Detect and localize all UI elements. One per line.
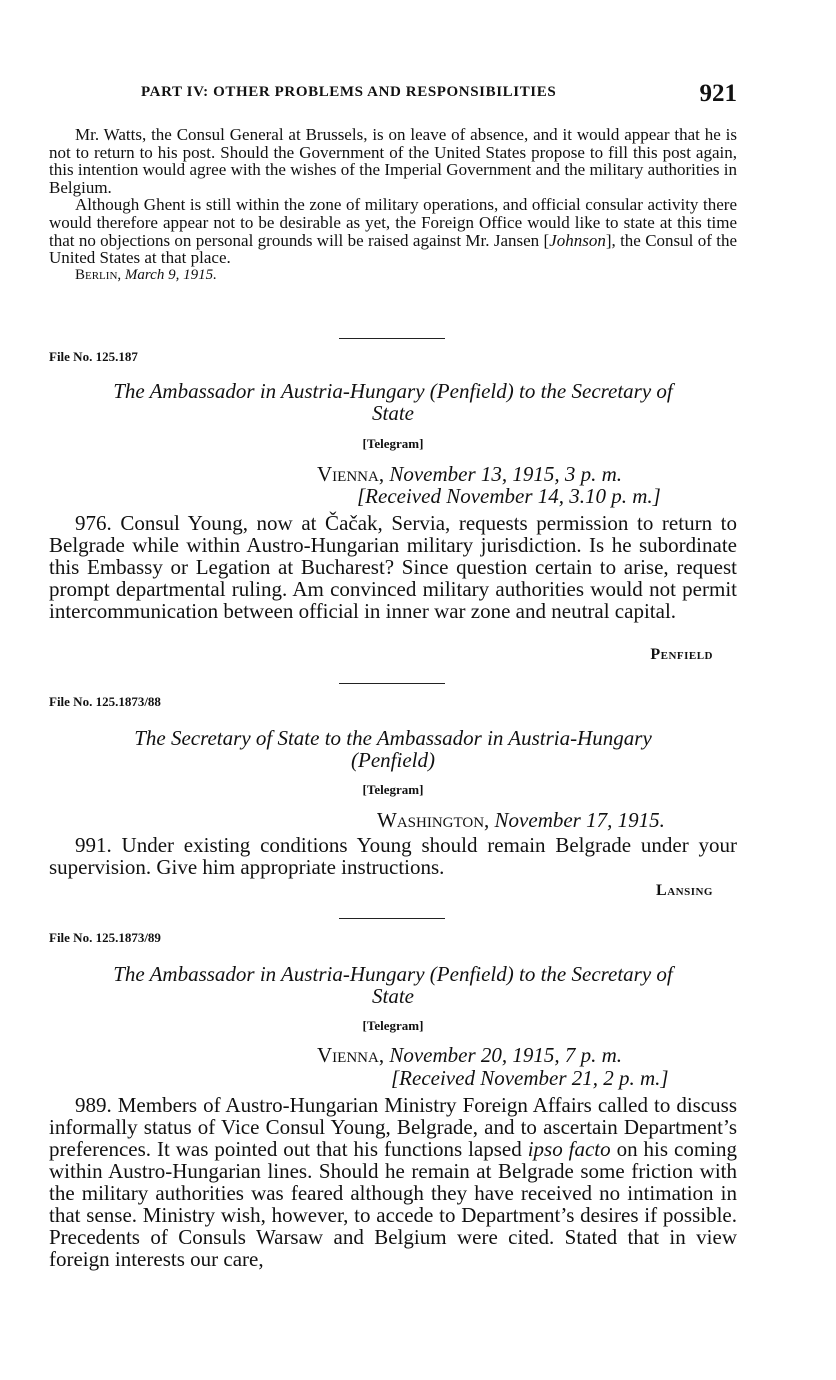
telegram-label: [Telegram] — [362, 436, 424, 451]
running-head-title: PART IV: OTHER PROBLEMS AND RESPONSIBILITIES — [141, 84, 557, 100]
dateline-place: Vienna, — [317, 1043, 385, 1067]
continuation-dateline — [75, 267, 737, 285]
document-heading — [49, 380, 737, 424]
heading-line: (Penfield) — [351, 748, 435, 772]
file-number: File No. 125.1873/88 — [49, 694, 161, 709]
dateline-date: November 17, 1915. — [494, 808, 665, 832]
document-body — [49, 512, 737, 622]
body-paragraph: 976. Consul Young, now at Čačak, Servia, requests permission to return to Belgrade while within Austro-Hungarian military jurisdiction. Is he subordinate this Embassy or Legation at Bucharest? Since question certain to arise, request prompt departmental ruling. Am convinced military authorities would not permit intercommunication between official in inner war zone and neutral capital. — [49, 511, 737, 623]
body-paragraph — [49, 1094, 737, 1270]
received-line — [357, 484, 661, 509]
telegram-label: [Telegram] — [362, 782, 424, 797]
file-number: File No. 125.187 — [49, 349, 138, 364]
dateline-date: November 20, 1915, 7 p. m. — [389, 1043, 623, 1067]
text-run: on his coming within Austro-Hungarian lines. Should he remain at Belgrade some friction with the military authorities was feared although they have received no intimation in that sense. Ministry wish, however, to accede to Department’s desires if possible. Precedents of Consuls Warsaw and Belgium were cited. Stated that in view foreign interests our care, — [49, 1137, 737, 1271]
heading-line: The Secretary of State to the Ambassador in Austria-Hungary — [134, 726, 652, 750]
dateline-date: November 13, 1915, 3 p. m. — [389, 462, 623, 486]
dateline-date: March 9, 1915. — [124, 266, 217, 283]
text-run: Although Ghent is still within the zone of military operations, and official consular activity there would therefore appear not to be desirable as yet, the Foreign Office would like to state at this time that no objections on personal grounds will be raised against Mr. Jansen [ — [49, 195, 737, 250]
document-body — [49, 834, 737, 878]
heading-line: State — [372, 401, 414, 425]
body-paragraph: 991. Under existing conditions Young should remain Belgrade under your supervision. Give him appropriate instructions. — [49, 833, 737, 879]
italic-phrase: ipso facto — [527, 1137, 611, 1161]
heading-line: The Ambassador in Austria-Hungary (Penfield) to the Secretary of — [113, 379, 673, 403]
received-text: [Received November 14, 3.10 p. m.] — [357, 484, 661, 508]
heading-line: State — [372, 984, 414, 1008]
dateline — [317, 1043, 622, 1068]
text-run: 989. Members of Austro-Hungarian Ministry Foreign Affairs called to discuss informally status of Vice Consul Young, Belgrade, and to ascertain Department’s preferences. It was pointed out that his functions lapsed — [49, 1093, 737, 1161]
section-divider — [339, 338, 445, 339]
section-divider — [339, 683, 445, 684]
continuation-paragraph: Mr. Watts, the Consul General at Brussels, is on leave of absence, and it would appear that he is not to return to his post. Should the Government of the United States propose to fill this post again, this intention would agree with the wishes of the Imperial Government and the military authorities in Belgium. — [49, 125, 737, 197]
heading-line: The Ambassador in Austria-Hungary (Penfield) to the Secretary of — [113, 962, 673, 986]
continuation-paragraph — [49, 196, 737, 266]
file-number: File No. 125.1873/89 — [49, 930, 161, 945]
text-run: ], the Consul of the United States at that place. — [49, 230, 737, 268]
dateline-place: Vienna, — [317, 462, 385, 486]
received-text: [Received November 21, 2 p. m.] — [391, 1066, 669, 1090]
dateline-place: Berlin, — [75, 266, 122, 283]
dateline — [377, 808, 665, 833]
page-number: 921 — [699, 80, 737, 107]
section-divider — [339, 918, 445, 919]
signature: Penfield — [650, 646, 713, 663]
signature: Lansing — [656, 882, 713, 899]
telegram-label: [Telegram] — [362, 1018, 424, 1033]
dateline-place: Washington, — [377, 808, 490, 832]
received-line — [391, 1066, 669, 1091]
italic-name: Johnson — [549, 230, 606, 250]
document-heading — [49, 963, 737, 1007]
document-body — [49, 1094, 737, 1270]
continuation-text — [49, 126, 737, 284]
document-heading — [49, 727, 737, 771]
running-head — [49, 80, 737, 110]
